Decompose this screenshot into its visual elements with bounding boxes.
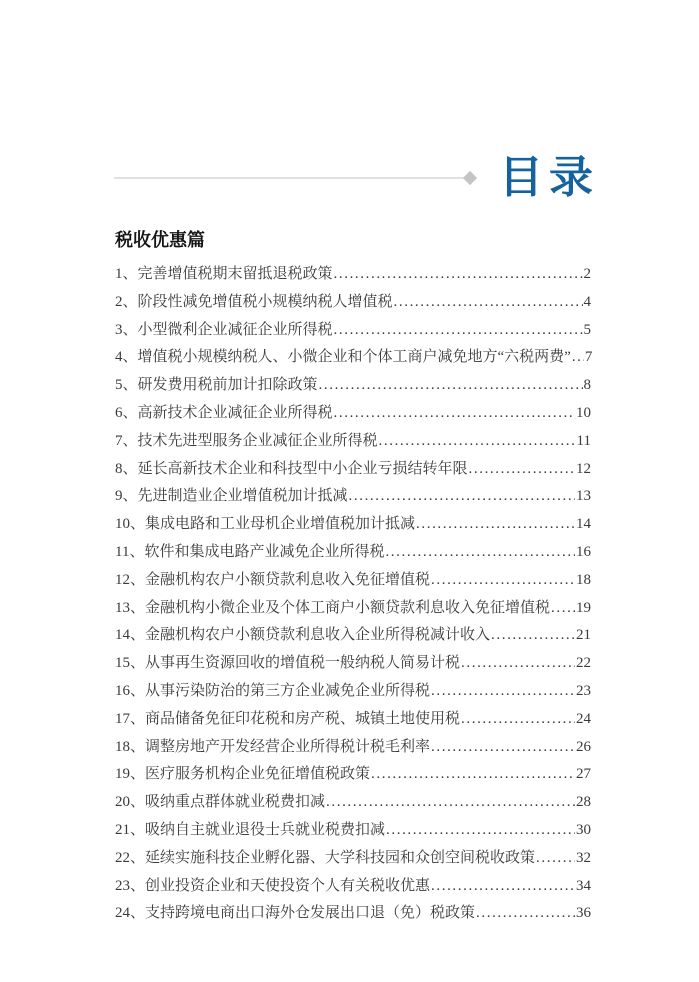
toc-entry-label: 19、医疗服务机构企业免征增值税政策 <box>115 766 371 783</box>
toc-entry[interactable] <box>115 289 591 317</box>
toc-entry[interactable] <box>115 511 591 539</box>
toc-entry-page: 18 <box>576 571 591 588</box>
toc-entry[interactable] <box>115 650 591 678</box>
toc-entry-label: 10、集成电路和工业母机企业增值税加计抵减 <box>115 516 416 533</box>
toc-entry-page: 27 <box>576 766 591 783</box>
toc-entry-label: 2、阶段性减免增值税小规模纳税人增值税 <box>115 293 393 310</box>
toc-dot-leader <box>385 539 575 567</box>
toc-entry-page: 8 <box>583 377 591 394</box>
toc-entry[interactable] <box>115 845 591 873</box>
toc-entry-label: 24、支持跨境电商出口海外仓发展出口退（免）税政策 <box>115 905 476 922</box>
toc-entry-label: 8、延长高新技术企业和科技型中小企业亏损结转年限 <box>115 460 468 477</box>
toc-dot-leader <box>461 650 575 678</box>
toc-entry-label: 1、完善增值税期末留抵退税政策 <box>115 266 333 282</box>
toc-dot-leader <box>476 900 575 928</box>
toc-entry-label: 3、小型微利企业减征企业所得税 <box>115 321 333 338</box>
toc-entry-label: 22、延续实施科技企业孵化器、大学科技园和众创空间税收政策 <box>115 849 536 866</box>
toc-entry-page: 5 <box>583 321 591 338</box>
toc-entry-page: 2 <box>583 266 591 282</box>
toc-entry[interactable] <box>115 873 591 901</box>
toc-entry-label: 17、商品储备免征印花税和房产税、城镇土地使用税 <box>115 710 461 727</box>
diamond-ornament-icon <box>463 171 477 185</box>
toc-dot-leader <box>431 567 575 595</box>
toc-entry-page: 10 <box>576 404 591 421</box>
toc-entry-label: 21、吸纳自主就业退役士兵就业税费扣减 <box>115 821 386 838</box>
header-rule-line <box>114 177 466 179</box>
toc-entry-label: 13、金融机构小微企业及个体工商户小额贷款利息收入免征增值税 <box>115 599 551 616</box>
toc-dot-leader <box>491 622 575 650</box>
toc-entry-page: 7 <box>584 349 593 366</box>
toc-dot-leader <box>326 789 575 817</box>
toc-content <box>115 228 591 928</box>
toc-entry-label: 5、研发费用税前加计扣除政策 <box>115 377 318 394</box>
toc-entry-page: 36 <box>576 905 591 922</box>
toc-entry[interactable] <box>115 261 591 289</box>
toc-dot-leader <box>371 761 575 789</box>
toc-entry[interactable] <box>115 817 591 845</box>
toc-dot-leader <box>431 873 575 901</box>
toc-entry[interactable] <box>115 428 591 456</box>
toc-dot-leader <box>334 400 575 428</box>
toc-dot-leader <box>334 317 583 345</box>
toc-dot-leader <box>431 678 575 706</box>
toc-entry-label: 23、创业投资企业和天使投资个人有关税收优惠 <box>115 877 431 894</box>
toc-entry[interactable] <box>115 567 591 595</box>
toc-entry-label: 11、软件和集成电路产业减免企业所得税 <box>115 543 385 560</box>
toc-dot-leader <box>386 817 575 845</box>
toc-entry[interactable] <box>115 734 591 762</box>
toc-entry[interactable] <box>115 317 591 345</box>
toc-dot-leader <box>572 344 584 372</box>
toc-entry[interactable] <box>115 595 591 623</box>
toc-entry-label: 9、先进制造业企业增值税加计抵减 <box>115 488 348 505</box>
toc-entry-page: 13 <box>576 488 591 505</box>
toc-entry[interactable] <box>115 483 591 511</box>
toc-entry-page: 16 <box>576 543 591 560</box>
page-title: 目录 <box>499 153 599 202</box>
toc-entry-page: 19 <box>576 599 591 616</box>
toc-dot-leader <box>536 845 575 873</box>
toc-entry[interactable] <box>115 789 591 817</box>
toc-entry-page: 23 <box>576 682 591 699</box>
toc-dot-leader <box>379 428 576 456</box>
toc-dot-leader <box>551 595 575 623</box>
toc-dot-leader <box>349 483 575 511</box>
toc-entry-page: 12 <box>576 460 591 477</box>
toc-dot-leader <box>334 261 583 289</box>
toc-entry-page: 28 <box>576 794 591 811</box>
toc-entry-page: 4 <box>583 293 591 310</box>
toc-entry[interactable] <box>115 622 591 650</box>
toc-entry-label: 14、金融机构农户小额贷款利息收入企业所得税减计收入 <box>115 627 491 644</box>
toc-entry-label: 18、调整房地产开发经营企业所得税计税毛利率 <box>115 738 431 755</box>
toc-dot-leader <box>416 511 575 539</box>
toc-entry[interactable] <box>115 678 591 706</box>
toc-entry-page: 21 <box>576 627 591 644</box>
toc-entry-label: 20、吸纳重点群体就业税费扣减 <box>115 794 326 811</box>
toc-entry-page: 32 <box>576 849 591 866</box>
toc-entry-label: 7、技术先进型服务企业减征企业所得税 <box>115 432 378 449</box>
toc-entry-label: 15、从事再生资源回收的增值税一般纳税人简易计税 <box>115 655 461 672</box>
toc-entry[interactable] <box>115 706 591 734</box>
toc-entry[interactable] <box>115 344 591 372</box>
toc-entry-page: 11 <box>576 432 591 449</box>
toc-list <box>115 261 591 928</box>
toc-dot-leader <box>469 456 575 484</box>
toc-entry-label: 12、金融机构农户小额贷款利息收入免征增值税 <box>115 571 431 588</box>
toc-entry-label: 16、从事污染防治的第三方企业减免企业所得税 <box>115 682 431 699</box>
toc-entry-page: 22 <box>576 655 591 672</box>
toc-entry-page: 14 <box>576 516 591 533</box>
toc-entry[interactable] <box>115 456 591 484</box>
toc-dot-leader <box>394 289 583 317</box>
toc-dot-leader <box>431 734 575 762</box>
section-heading: 税收优惠篇 <box>115 230 205 250</box>
toc-entry-page: 24 <box>576 710 591 727</box>
toc-entry-label: 6、高新技术企业减征企业所得税 <box>115 404 333 421</box>
toc-entry[interactable] <box>115 372 591 400</box>
toc-entry-page: 30 <box>576 821 591 838</box>
toc-entry-label: 4、增值税小规模纳税人、小微企业和个体工商户减免地方“六税两费” <box>115 349 571 366</box>
toc-entry[interactable] <box>115 900 591 928</box>
toc-dot-leader <box>461 706 575 734</box>
toc-entry[interactable] <box>115 400 591 428</box>
toc-entry-page: 34 <box>576 877 591 894</box>
toc-entry[interactable] <box>115 539 591 567</box>
toc-entry-page: 26 <box>576 738 591 755</box>
page-header <box>114 150 599 206</box>
toc-dot-leader <box>319 372 583 400</box>
toc-entry[interactable] <box>115 761 591 789</box>
